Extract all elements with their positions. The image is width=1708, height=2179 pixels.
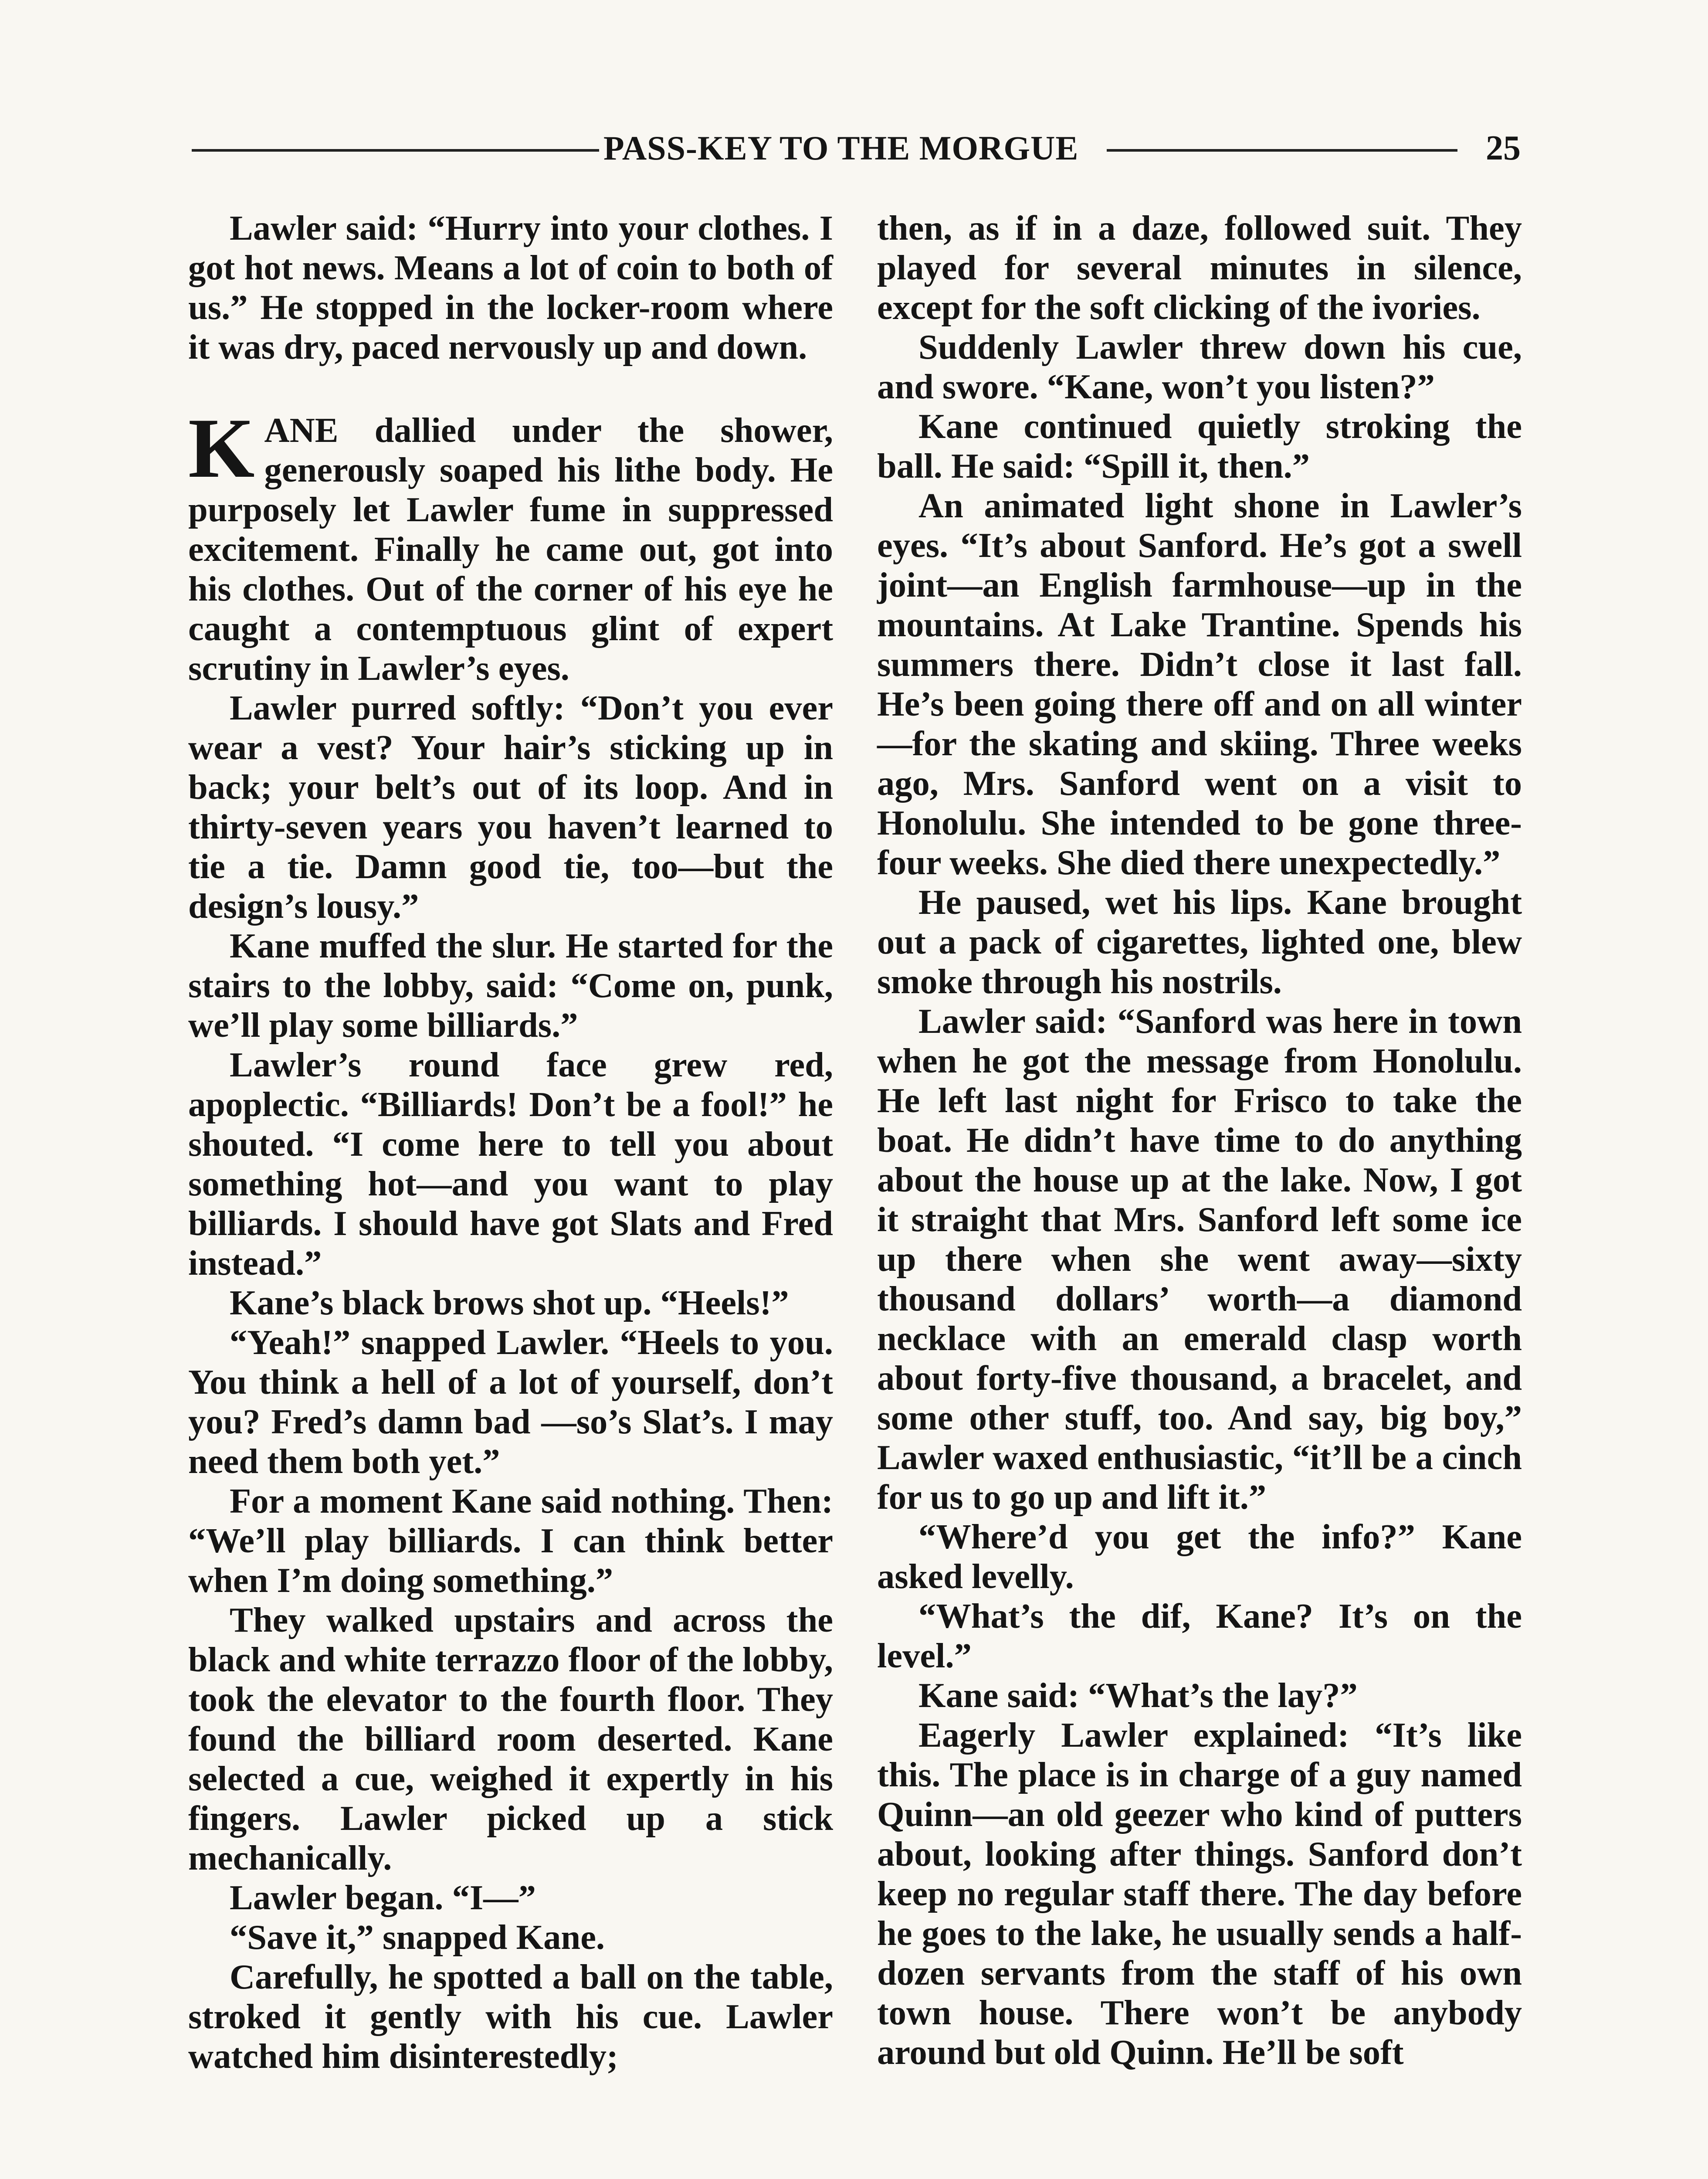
paragraph: Lawler said: “Hurry into your clothes. I got hot news. Means a lot of coin to both of us.” He stopped in the locker-room where it was dry, paced nervously up and down. bbox=[188, 209, 833, 367]
paragraph-text: ANE dallied under the shower, generously soaped his lithe body. He purposely let Lawler fume in suppressed excitement. Finally he came out, got into his clothes. Out of the corner of his eye he caught a contemptuous glint of expert scrutiny in Lawler’s eyes. bbox=[188, 411, 833, 688]
drop-cap: K bbox=[188, 401, 255, 496]
paragraph: then, as if in a daze, followed suit. They played for several minutes in silence, except for the soft clicking of the ivories. bbox=[877, 209, 1522, 327]
drop-cap-paragraph bbox=[188, 401, 833, 688]
paragraph: “Where’d you get the info?” Kane asked levelly. bbox=[877, 1517, 1522, 1596]
paragraph: Lawler purred softly: “Don’t you ever wear a vest? Your hair’s sticking up in back; your belt’s out of its loop. And in thirty-seven years you haven’t learned to tie a tie. Damn good tie, too—but the design’s lousy.” bbox=[188, 689, 833, 926]
paragraph: Kane muffed the slur. He started for the stairs to the lobby, said: “Come on, punk, we’ll play some billiards.” bbox=[188, 927, 833, 1045]
paragraph: Kane continued quietly stroking the ball. He said: “Spill it, then.” bbox=[877, 407, 1522, 485]
paragraph: Kane’s black brows shot up. “Heels!” bbox=[230, 1283, 789, 1322]
paragraph: For a moment Kane said nothing. Then: “We’ll play billiards. I can think better when I’m doing something.” bbox=[188, 1482, 833, 1600]
paragraph: Suddenly Lawler threw down his cue, and swore. “Kane, won’t you listen?” bbox=[877, 328, 1522, 406]
running-head bbox=[192, 126, 1521, 170]
paragraph: “What’s the dif, Kane? It’s on the level.” bbox=[877, 1597, 1522, 1675]
header-rule-right bbox=[1107, 149, 1457, 152]
paragraph: Eagerly Lawler explained: “It’s like this. The place is in charge of a guy named Quinn—an old geezer who kind of putters about, looking after things. Sanford don’t keep no regular staff there. The day before he goes to the lake, he usually sends a half-dozen servants from the staff of his own town house. There won’t be anybody around but old Quinn. He’ll be soft bbox=[877, 1716, 1522, 2072]
paragraph: Lawler began. “I—” bbox=[230, 1878, 536, 1917]
paragraph: An animated light shone in Lawler’s eyes. “It’s about Sanford. He’s got a swell joint—an English farmhouse—up in the mountains. At Lake Trantine. Spends his summers there. Didn’t close it last fall. He’s been going there off and on all winter—for the skating and skiing. Three weeks ago, Mrs. Sanford went on a visit to Honolulu. She intended to be gone three-four weeks. She died there unexpectedly.” bbox=[877, 486, 1522, 882]
paragraph: Lawler’s round face grew red, apoplectic. “Billiards! Don’t be a fool!” he shouted. “I come here to tell you about something hot—and you want to play billiards. I should have got Slats and Fred instead.” bbox=[188, 1045, 833, 1283]
paragraph: “Yeah!” snapped Lawler. “Heels to you. You think a hell of a lot of yourself, don’t you? Fred’s damn bad —so’s Slat’s. I may need them both yet.” bbox=[188, 1323, 833, 1481]
paragraph: “Save it,” snapped Kane. bbox=[230, 1918, 605, 1957]
paragraph: They walked upstairs and across the black and white terrazzo floor of the lobby, took the elevator to the fourth floor. They found the billiard room deserted. Kane selected a cue, weighed it expertly in his fingers. Lawler picked up a stick mechanically. bbox=[188, 1601, 833, 1877]
page-title: PASS-KEY TO THE MORGUE bbox=[603, 129, 1079, 167]
paragraph: Kane said: “What’s the lay?” bbox=[918, 1676, 1358, 1715]
right-column bbox=[877, 208, 1522, 2072]
paragraph: He paused, wet his lips. Kane brought out a pack of cigarettes, lighted one, blew smoke through his nostrils. bbox=[877, 883, 1522, 1001]
paragraph: Lawler said: “Sanford was here in town when he got the message from Honolulu. He left last night for Frisco to take the boat. He didn’t have time to do anything about the house up at the lake. Now, I got it straight that Mrs. Sanford left some ice up there when she went away—sixty thousand dollars’ worth—a diamond necklace with an emerald clasp worth about forty-five thousand, a bracelet, and some other stuff, too. And say, big boy,” Lawler waxed enthusiastic, “it’ll be a cinch for us to go up and lift it.” bbox=[877, 1002, 1522, 1517]
paragraph: Carefully, he spotted a ball on the table, stroked it gently with his cue. Lawler watched him disinterestedly; bbox=[188, 1958, 833, 2076]
left-column bbox=[188, 208, 833, 2076]
page-number: 25 bbox=[1486, 129, 1521, 167]
header-rule-left bbox=[192, 149, 599, 152]
